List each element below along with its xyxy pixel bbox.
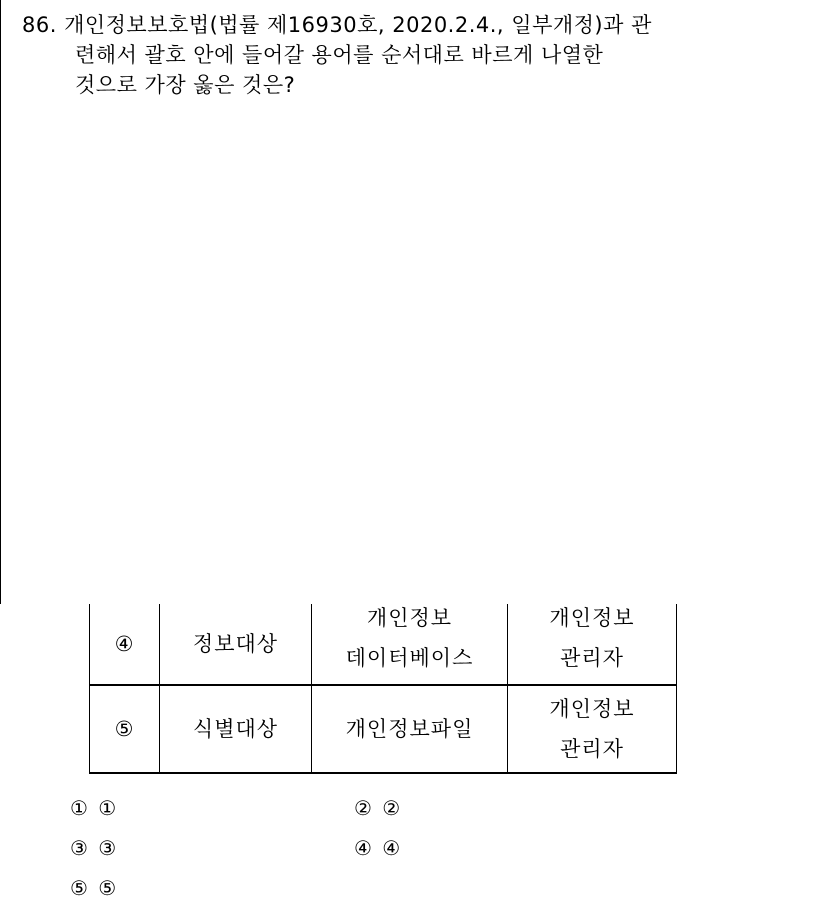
table-cell: 식별대상	[160, 685, 312, 773]
question-line: 련해서 괄호 안에 들어갈 용어를 순서대로 바르게 나열한	[75, 43, 604, 67]
answer-option-3[interactable]	[70, 836, 118, 860]
answer-option-1[interactable]	[70, 796, 118, 820]
answer-marker: ②	[354, 796, 374, 820]
answer-label: ⑤	[98, 876, 119, 900]
answer-row	[70, 876, 670, 916]
table-cell: 개인정보 관리자	[508, 604, 677, 685]
answer-label: ①	[98, 796, 119, 820]
answer-option-4[interactable]	[354, 836, 402, 860]
answer-marker: ④	[354, 836, 374, 860]
choice-table	[89, 604, 677, 774]
answer-options	[70, 796, 670, 916]
answer-marker: ①	[70, 796, 90, 820]
answer-label: ②	[382, 796, 403, 820]
table-cell: 개인정보파일	[312, 685, 508, 773]
table-row	[90, 604, 677, 685]
answer-marker: ⑤	[70, 876, 90, 900]
answer-label: ③	[98, 836, 119, 860]
row-number: ④	[90, 604, 160, 685]
question-line: 86. 개인정보보호법(법률 제16930호, 2020.2.4., 일부개정)과 관	[22, 13, 652, 37]
table-cell: 개인정보 관리자	[508, 685, 677, 773]
choice-table-container	[89, 604, 676, 774]
answer-marker: ③	[70, 836, 90, 860]
table-cell: 개인정보 데이터베이스	[312, 604, 508, 685]
table-cell: 정보대상	[160, 604, 312, 685]
answer-row	[70, 796, 670, 836]
question-text	[22, 10, 802, 100]
left-margin-rule	[0, 0, 1, 604]
table-row	[90, 685, 677, 773]
question-line: 것으로 가장 옳은 것은?	[75, 73, 296, 97]
answer-label: ④	[382, 836, 403, 860]
answer-option-2[interactable]	[354, 796, 402, 820]
answer-row	[70, 836, 670, 876]
row-number: ⑤	[90, 685, 160, 773]
answer-option-5[interactable]	[70, 876, 118, 900]
